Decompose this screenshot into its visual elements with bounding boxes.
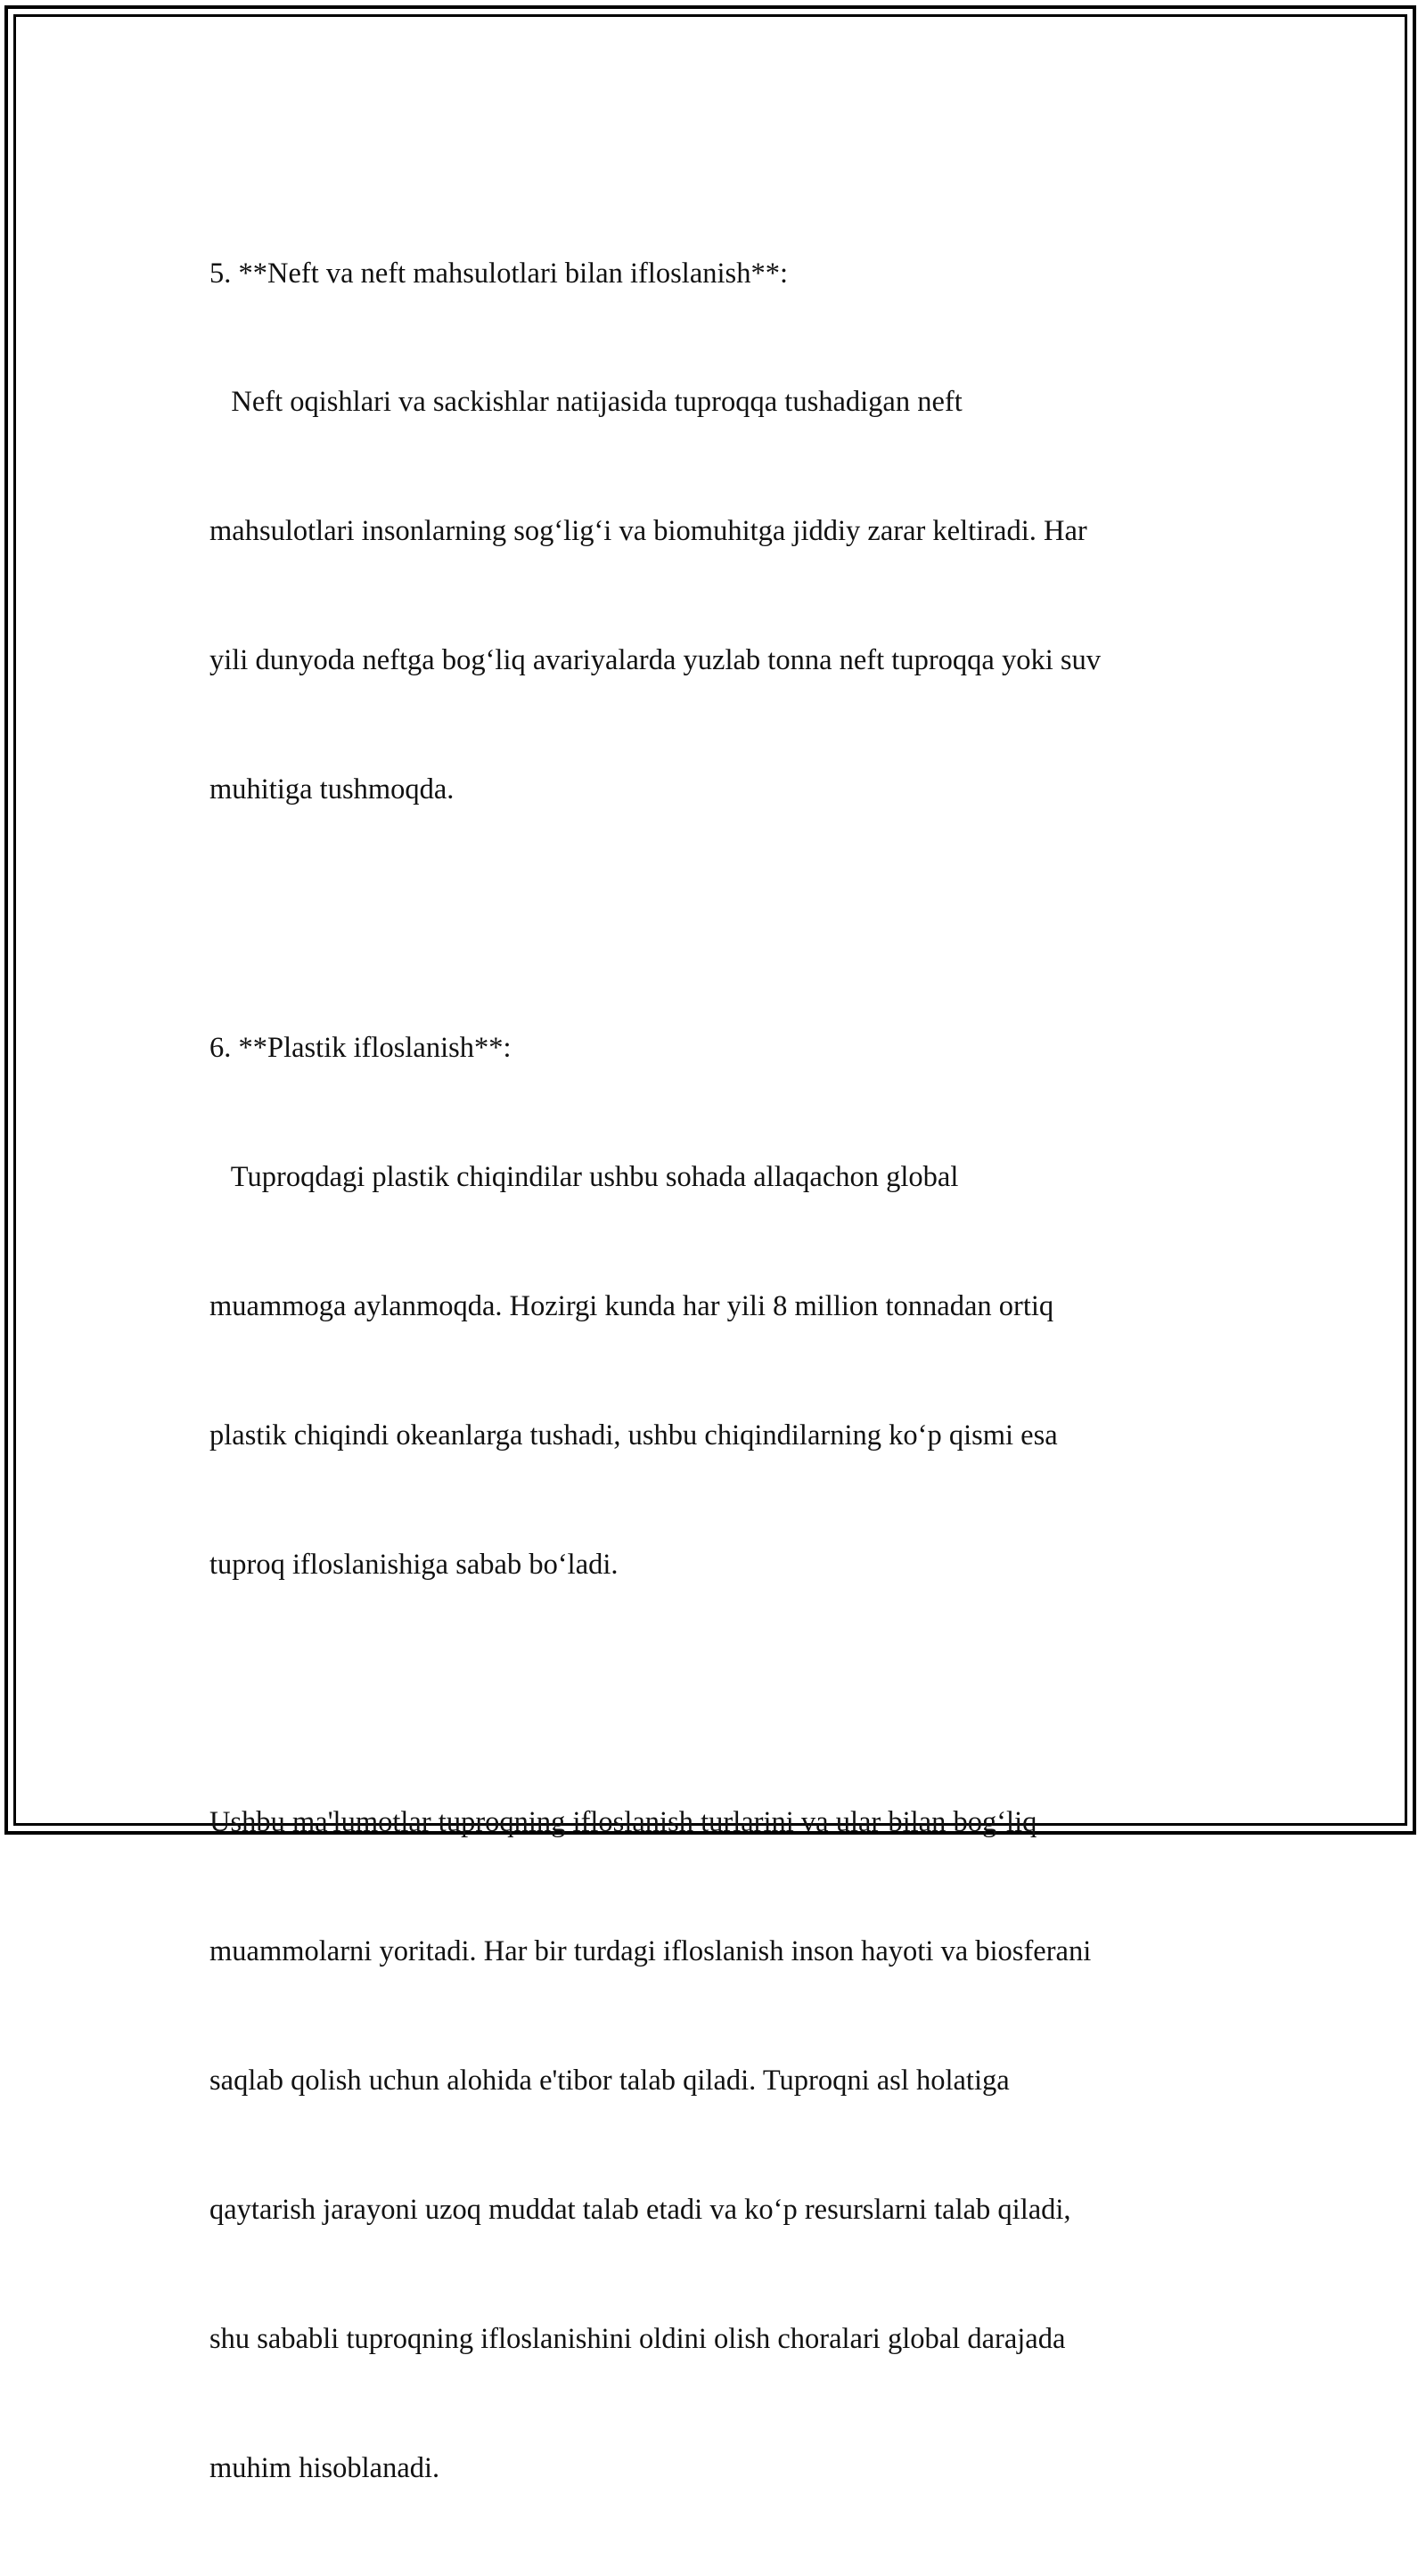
text-line: yili dunyoda neftga bog‘liq avariyalarda yuzlab tonna neft tuproqqa yoki suv	[209, 644, 1101, 677]
document-body	[209, 166, 1243, 2576]
text-line: Ushbu ma'lumotlar tuproqning ifloslanish turlarini va ular bilan bog‘liq	[209, 1806, 1037, 1839]
text-line: muhitiga tushmoqda.	[209, 773, 455, 806]
section-plastic-pollution	[209, 940, 1243, 1672]
text-line: Neft oqishlari va sackishlar natijasida tuproqqa tushadigan neft	[209, 386, 963, 419]
text-line: muhim hisoblanadi.	[209, 2451, 440, 2484]
text-line: Tuproqdagi plastik chiqindilar ushbu sohada allaqachon global	[209, 1160, 959, 1193]
text-line: qaytarish jarayoni uzoq muddat talab etadi va ko‘p resurslarni talab qiladi,	[209, 2193, 1071, 2226]
section-oil-pollution	[209, 166, 1243, 897]
text-line: muammoga aylanmoqda. Hozirgi kunda har yili 8 million tonnadan ortiq	[209, 1289, 1054, 1322]
text-line: plastik chiqindi okeanlarga tushadi, ushbu chiqindilarning ko‘p qismi esa	[209, 1419, 1058, 1452]
text-line: saqlab qolish uchun alohida e'tibor talab qiladi. Tuproqni asl holatiga	[209, 2065, 1010, 2098]
text-line: tuproq ifloslanishiga sabab bo‘ladi.	[209, 1548, 619, 1581]
section-heading: 5. **Neft va neft mahsulotlari bilan ifloslanish**:	[209, 257, 788, 290]
text-line: mahsulotlari insonlarning sog‘lig‘i va biomuhitga jiddiy zarar keltiradi. Har	[209, 515, 1087, 548]
text-line: shu sababli tuproqning ifloslanishini oldini olish choralari global darajada	[209, 2322, 1066, 2355]
section-heading: 6. **Plastik ifloslanish**:	[209, 1031, 512, 1064]
text-line: muammolarni yoritadi. Har bir turdagi ifloslanish inson hayoti va biosferani	[209, 1935, 1092, 1968]
